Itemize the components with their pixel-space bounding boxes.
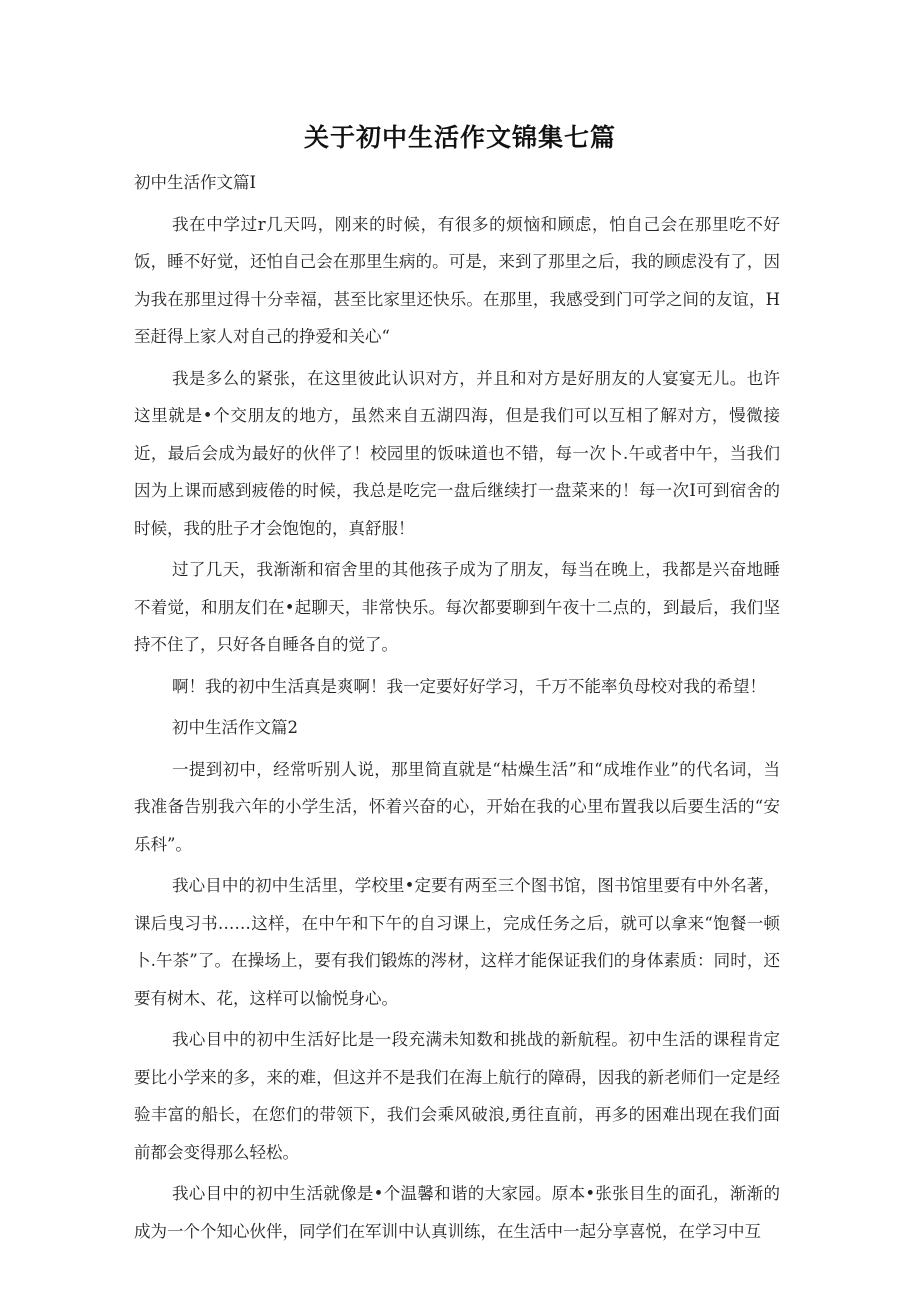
paragraph: 过了几天，我渐渐和宿舍里的其他孩子成为了朋友，每当在晚上，我都是兴奋地睡不着觉，和朋友们在•起聊天，非常快乐。每次都要聊到午夜十二点的，到最后，我们坚持不住了，只好各自睡各自的觉了。 — [134, 560, 780, 654]
document-body — [134, 164, 780, 1254]
section-heading: 初中生活作文篇I — [134, 173, 257, 192]
paragraph: 我心目中的初中生活里，学校里•定要有两至三个图书馆，图书馆里要有中外名著，课后曳习书……这样，在中午和下午的自习课上，完成任务之后，就可以拿来“饱餐一顿卜.午茶”了。在操场上，要有我们锻炼的涔材，这样才能保证我们的身体素质：同时，还要有树木、花，这样可以愉悦身心。 — [134, 876, 780, 1008]
section-heading: 初中生活作文篇2 — [172, 718, 298, 737]
document-title: 关于初中生活作文锦集七篇 — [303, 123, 616, 152]
paragraph: 我心目中的初中生活好比是一段充满未知数和挑战的新航程。初中生活的课程肯定要比小学来的多，来的难，但这并不是我们在海上航行的障碍，因我的新老师们一定是经验丰富的船长，在您们的带领下，我们会乘风破浪,勇往直前，再多的困难出现在我们面前都会变得那么轻松。 — [134, 1030, 780, 1162]
paragraph: 我是多么的紧张，在这里彼此认识对方，并且和对方是好朋友的人宴宴无儿。也许这里就是•个交朋友的地方，虽然来自五湖四海，但是我们可以互相了解对方，慢微接近，最后会成为最好的伙伴了！校园里的饭味道也不错，每一次卜.午或者中午，当我们因为上课而感到疲倦的时候，我总是吃完一盘后继续打一盘菜来的！每一次I可到宿舍的时候，我的肚子才会饱饱的，真舒服！ — [134, 368, 780, 538]
paragraph: 我在中学过r几天吗，刚来的时候，有很多的烦恼和顾虑，怕自己会在那里吃不好饭，睡不好觉，还怕自己会在那里生病的。可是，来到了那里之后，我的顾虑没有了，因为我在那里过得十分幸福，甚至比家里还快乐。在那里，我感受到门可学之间的友谊，H至赶得上家人对自己的挣爱和关心“ — [134, 214, 780, 346]
paragraph: 啊！我的初中生活真是爽啊！我一定要好好学习，千万不能率负母校对我的希望！ — [172, 676, 766, 696]
paragraph: 一提到初中，经常听别人说，那里简直就是“枯燥生活”和“成堆作业”的代名词，当我准备告别我六年的小学生活，怀着兴奋的心，开始在我的心里布置我以后要生活的“安乐科”。 — [134, 759, 780, 854]
paragraph: 我心目中的初中生活就像是•个温馨和谐的大家园。原本•张张目生的面孔，渐渐的成为一个个知心伙伴，同学们在军训中认真训练，在生活中一起分享喜悦，在学习中互 — [134, 1184, 780, 1241]
